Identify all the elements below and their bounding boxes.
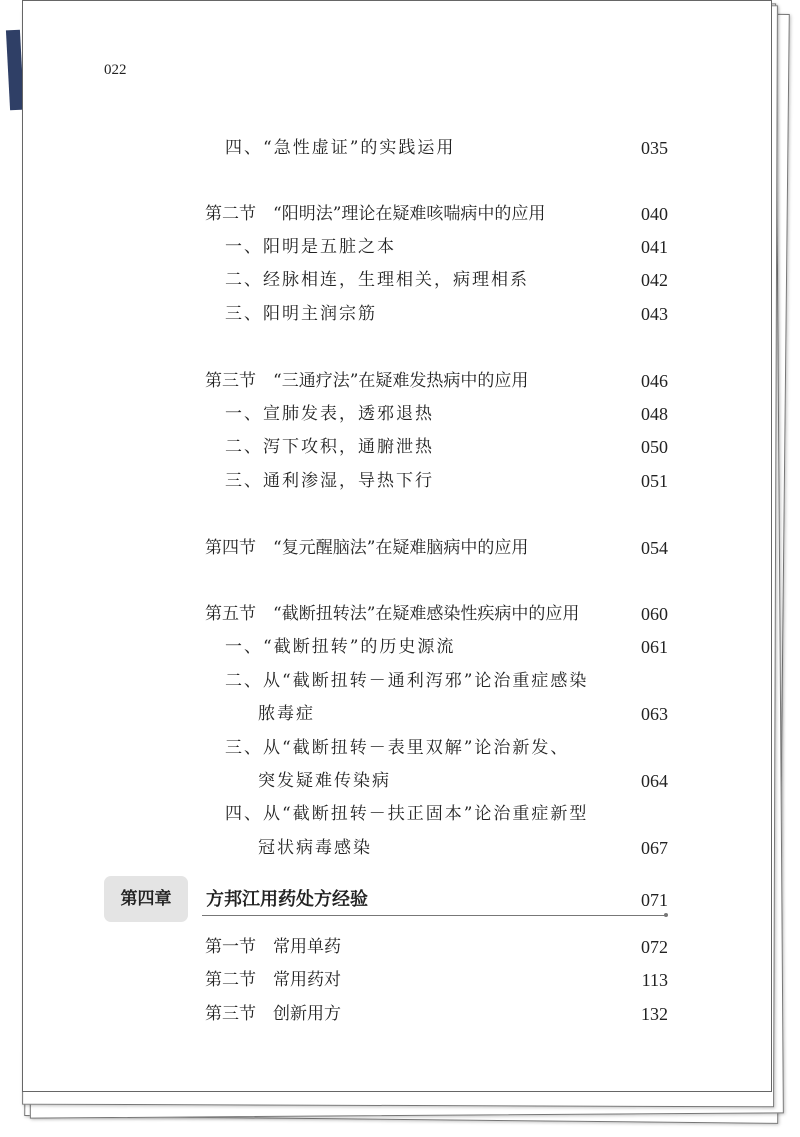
entry-title: 第三节 “三通疗法”在疑难发热病中的应用 bbox=[205, 371, 529, 391]
entry-page: 064 bbox=[641, 771, 668, 791]
entry-page: 113 bbox=[641, 970, 668, 990]
toc-entry bbox=[0, 669, 668, 693]
toc-entry bbox=[0, 635, 668, 659]
entry-page: 061 bbox=[641, 637, 668, 657]
entry-page: 043 bbox=[641, 304, 668, 324]
entry-title: 突发疑难传染病 bbox=[258, 771, 391, 791]
entry-page: 054 bbox=[641, 538, 668, 558]
entry-title: 一、阳明是五脏之本 bbox=[225, 237, 396, 257]
entry-title: 第四节 “复元醒脑法”在疑难脑病中的应用 bbox=[205, 538, 529, 558]
entry-title: 脓毒症 bbox=[258, 704, 315, 724]
entry-title: 第三节 创新用方 bbox=[205, 1004, 341, 1024]
toc-entry bbox=[0, 769, 668, 793]
entry-title: 二、从“截断扭转－通利泻邪”论治重症感染 bbox=[225, 671, 589, 691]
toc-entry bbox=[0, 536, 668, 560]
entry-title: 二、经脉相连，生理相关，病理相系 bbox=[225, 270, 529, 290]
toc-entry bbox=[0, 602, 668, 626]
entry-title: 第二节 “阳明法”理论在疑难咳喘病中的应用 bbox=[205, 204, 546, 224]
toc-entry bbox=[0, 302, 668, 326]
chapter-title: 方邦江用药处方经验 bbox=[206, 889, 368, 910]
chapter-page: 071 bbox=[641, 890, 668, 910]
entry-page: 051 bbox=[641, 471, 668, 491]
entry-page: 040 bbox=[641, 204, 668, 224]
entry-title: 三、从“截断扭转－表里双解”论治新发、 bbox=[225, 738, 570, 758]
toc-entry bbox=[0, 1002, 668, 1026]
entry-title: 一、宣肺发表，透邪退热 bbox=[225, 404, 434, 424]
toc-entry bbox=[0, 802, 668, 826]
toc-entry bbox=[0, 469, 668, 493]
chapter-badge: 第四章 bbox=[104, 876, 188, 922]
entry-title: 四、从“截断扭转－扶正固本”论治重症新型 bbox=[225, 804, 589, 824]
toc-entry bbox=[0, 402, 668, 426]
entry-page: 048 bbox=[641, 404, 668, 424]
toc-entry bbox=[0, 736, 668, 760]
entry-page: 072 bbox=[641, 937, 668, 957]
toc-entry bbox=[0, 136, 668, 160]
toc-entry bbox=[0, 702, 668, 726]
entry-page: 042 bbox=[641, 270, 668, 290]
entry-page: 041 bbox=[641, 237, 668, 257]
entry-title: 第一节 常用单药 bbox=[205, 937, 341, 957]
entry-page: 132 bbox=[641, 1004, 668, 1024]
toc-entry bbox=[0, 235, 668, 259]
toc-entry bbox=[0, 935, 668, 959]
toc-entry bbox=[0, 369, 668, 393]
page-number: 022 bbox=[104, 62, 127, 78]
entry-page: 067 bbox=[641, 838, 668, 858]
chapter-rule bbox=[202, 915, 666, 916]
entry-page: 060 bbox=[641, 604, 668, 624]
entry-title: 三、阳明主润宗筋 bbox=[225, 304, 377, 324]
entry-title: 四、“急性虚证”的实践运用 bbox=[225, 138, 456, 158]
toc-entry bbox=[0, 202, 668, 226]
entry-page: 035 bbox=[641, 138, 668, 158]
entry-title: 冠状病毒感染 bbox=[258, 838, 372, 858]
entry-page: 050 bbox=[641, 437, 668, 457]
entry-page: 046 bbox=[641, 371, 668, 391]
toc-entry bbox=[0, 836, 668, 860]
toc-entry bbox=[0, 435, 668, 459]
entry-title: 第二节 常用药对 bbox=[205, 970, 341, 990]
toc-entry bbox=[0, 968, 668, 992]
entry-title: 第五节 “截断扭转法”在疑难感染性疾病中的应用 bbox=[205, 604, 580, 624]
entry-title: 二、泻下攻积，通腑泄热 bbox=[225, 437, 434, 457]
chapter-heading bbox=[0, 888, 668, 912]
entry-page: 063 bbox=[641, 704, 668, 724]
entry-title: 一、“截断扭转”的历史源流 bbox=[225, 637, 456, 657]
entry-title: 三、通利渗湿，导热下行 bbox=[225, 471, 434, 491]
toc-entry bbox=[0, 268, 668, 292]
